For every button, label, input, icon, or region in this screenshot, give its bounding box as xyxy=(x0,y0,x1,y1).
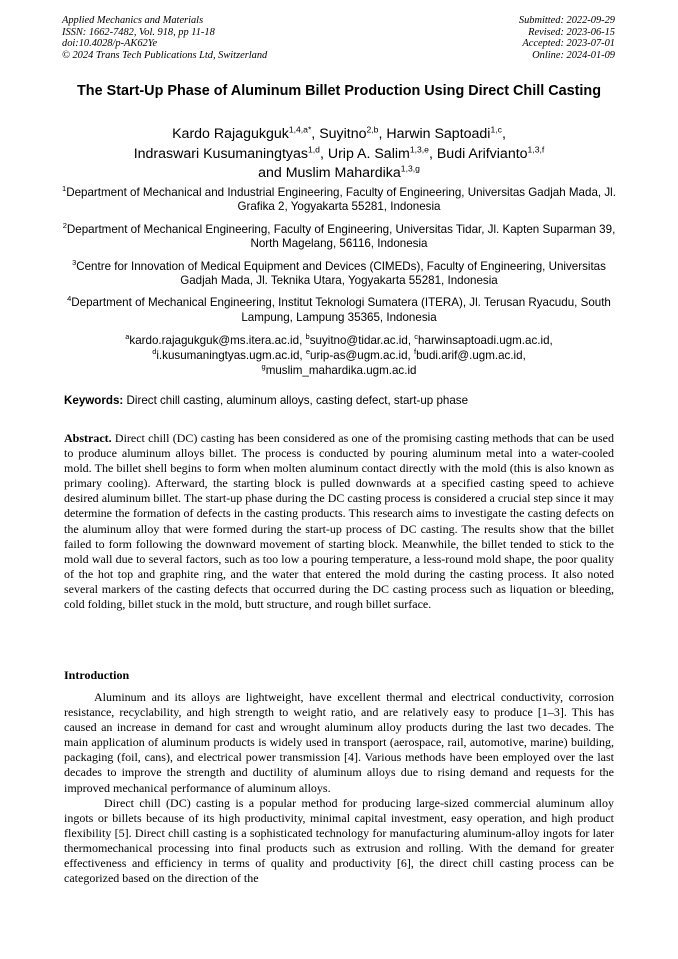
abstract xyxy=(64,431,614,612)
section-heading-introduction: Introduction xyxy=(64,668,130,682)
author-affil-sup: 1,3,f xyxy=(527,143,545,154)
author-affil-sup: 1,4,a* xyxy=(288,124,312,135)
author-affil-sup: 1,3,e xyxy=(409,143,429,154)
author-name: Budi Arifvianto xyxy=(436,145,528,162)
email-link[interactable]: budi.arif@.ugm.ac.id, xyxy=(416,349,526,363)
author-name: Indraswari Kusumaningtyas xyxy=(133,145,308,162)
journal-name: Applied Mechanics and Materials xyxy=(62,15,204,26)
journal-info xyxy=(62,15,267,61)
affiliation-item: $^4$Department of Mechanical Engineering, Institut Teknologi Sumatera (ITERA), Jl. Terusan Ryacudu, South Lampung, Lampung 35365, Indonesia xyxy=(67,294,611,324)
author-affil-sup: 1,3,g xyxy=(400,163,420,174)
paragraph: Aluminum and its alloys are lightweight, have excellent thermal and electrical conductivity, corrosion resistance, recyclability, and high strength to weight ratio, and are relatively easy to produce [1–3]. This has caused an increase in demand for cast and wrought aluminum alloy products during the last two decades. The main application of aluminum products is widely used in transport (aerospace, rail, automotive, marine) building, packaging (foil, cans), and electrical power transmission [4]. Various methods have been employed over the last decades to improve the strength and ductility of aluminum alloys due to rising demand and requests for the improved mechanical performance of aluminum alloys. xyxy=(64,690,614,795)
introduction-body xyxy=(64,690,614,886)
author-affil-sup: 2,b xyxy=(366,124,379,135)
affiliation-item: $^3$Centre for Innovation of Medical Equipment and Devices (CIMEDs), Faculty of Engineering, Universitas Gadjah Mada, Jl. Teknika Utara, Yogyakarta 55281, Indonesia xyxy=(72,257,606,288)
affiliation-item: $^2$Department of Mechanical Engineering, Faculty of Engineering, Universitas Tidar, Jl. Kapten Suparman 39, North Magelang, 56116, Indonesia xyxy=(62,220,616,251)
accepted-date: Accepted: 2023-07-01 xyxy=(522,38,615,50)
email-link[interactable]: harwinsaptoadi.ugm.ac.id, xyxy=(418,334,553,348)
journal-copyright: © 2024 Trans Tech Publications Ltd, Switzerland xyxy=(62,49,268,61)
author-name: Kardo Rajagukguk xyxy=(172,126,289,142)
author-affil-sup: 1,c xyxy=(490,124,502,135)
paper-title: The Start-Up Phase of Aluminum Billet Production Using Direct Chill Casting xyxy=(77,83,601,99)
keywords xyxy=(64,394,616,407)
author-name: Urip A. Salim xyxy=(327,145,410,162)
email-link[interactable]: muslim_mahardika.ugm.ac.id xyxy=(265,364,417,378)
author-name: Harwin Saptoadi xyxy=(386,126,491,142)
email-list: $^a$kardo.rajagukguk@ms.itera.ac.id, $^b$suyitno@tidar.ac.id, $^c$harwinsaptoadi.ugm.ac.id, $^d$i.kusumaningtyas.ugm.ac.id, $^e$urip-as@ugm.ac.id, $^f$budi.arif@.ugm.ac.id, $^g$muslim_mahardika.ugm.ac.id xyxy=(125,332,553,378)
keywords-text: Direct chill casting, aluminum alloys, casting defect, start-up phase xyxy=(126,394,469,407)
abstract-label: Abstract. xyxy=(64,431,112,445)
online-date: Online: 2024-01-09 xyxy=(532,49,615,61)
email-link[interactable]: urip-as@ugm.ac.id, xyxy=(310,349,411,363)
affiliations xyxy=(62,186,616,378)
submitted-date: Submitted: 2022-09-29 xyxy=(518,15,615,26)
publication-dates xyxy=(519,15,615,61)
author-affil-sup: 1,d xyxy=(307,143,320,154)
email-link[interactable]: kardo.rajagukguk@ms.itera.ac.id, xyxy=(129,334,303,348)
author-list: Kardo Rajagukguk$^{1,4,a*}$, Suyitno$^{2,b}$, Harwin Saptoadi$^{1,c}$, Indraswari Kusumaningtyas$^{1,d}$, Urip A. Salim$^{1,3,e}$, Budi Arifvianto$^{1,3,f}$ and Muslim Mahardika$^{1,3,g}$ xyxy=(133,124,545,181)
affiliation-item: $^1$Department of Mechanical and Industrial Engineering, Faculty of Engineering, Universitas Gadjah Mada, Jl. Grafika 2, Yogyakarta 55281, Indonesia xyxy=(62,184,616,214)
abstract-text: Direct chill (DC) casting has been considered as one of the promising casting methods that can be used to produce aluminum alloys billet. The process is conducted by pouring aluminum metal into a water-cooled mold. The billet shell begins to form when molten aluminum contact directly with the mold (this is also known as primary cooling). Afterward, the starting block is pulled downwards at a specified casting speed to achieve desired aluminum billet. The start-up phase during the DC casting process is considered a crucial step since it may determine the formation of defects in the casting products. This research aims to investigate the casting defects on the aluminum alloy that were formed during the start-up process of DC casting. The results show that the billet failed to form following the downward movement of starting block. Meanwhile, the billet tended to stick to the mold wall due to several factors, such as too low a pouring temperature, a less-round mold shape, the poor quality of the hot top and graphite ring, and the water that entered the mold during the casting process. It also noted several markers of the casting defects that occurred during the DC casting process such as liquation or bleeding, cold folding, billet stuck in the mold, butt structure, and rough billet surface. xyxy=(64,431,615,612)
revised-date: Revised: 2023-06-15 xyxy=(528,26,615,38)
email-link[interactable]: i.kusumaningtyas.ugm.ac.id, xyxy=(156,349,303,363)
journal-doi[interactable]: doi:10.4028/p-AK62Ye xyxy=(62,38,158,50)
keywords-label: Keywords: xyxy=(64,394,124,407)
paragraph: Direct chill (DC) casting is a popular method for producing large-sized commercial aluminum alloy ingots or billets because of its high productivity, minimal capital investment, easy operation, and high product flexibility [5]. Direct chill casting is a sophisticated technology for manufacturing aluminum-alloy ingots for later thermomechanical processing into final products such as extrusion and rolling. With the demand for greater effectiveness and efficiency in terms of quality and productivity [6], the direct chill casting process can be categorized based on the direction of the xyxy=(64,795,614,886)
author-name: Suyitno xyxy=(319,126,367,142)
author-name: Muslim Mahardika xyxy=(285,165,401,181)
email-link[interactable]: suyitno@tidar.ac.id, xyxy=(309,334,412,348)
journal-issn: ISSN: 1662-7482, Vol. 918, pp 11-18 xyxy=(62,26,215,38)
